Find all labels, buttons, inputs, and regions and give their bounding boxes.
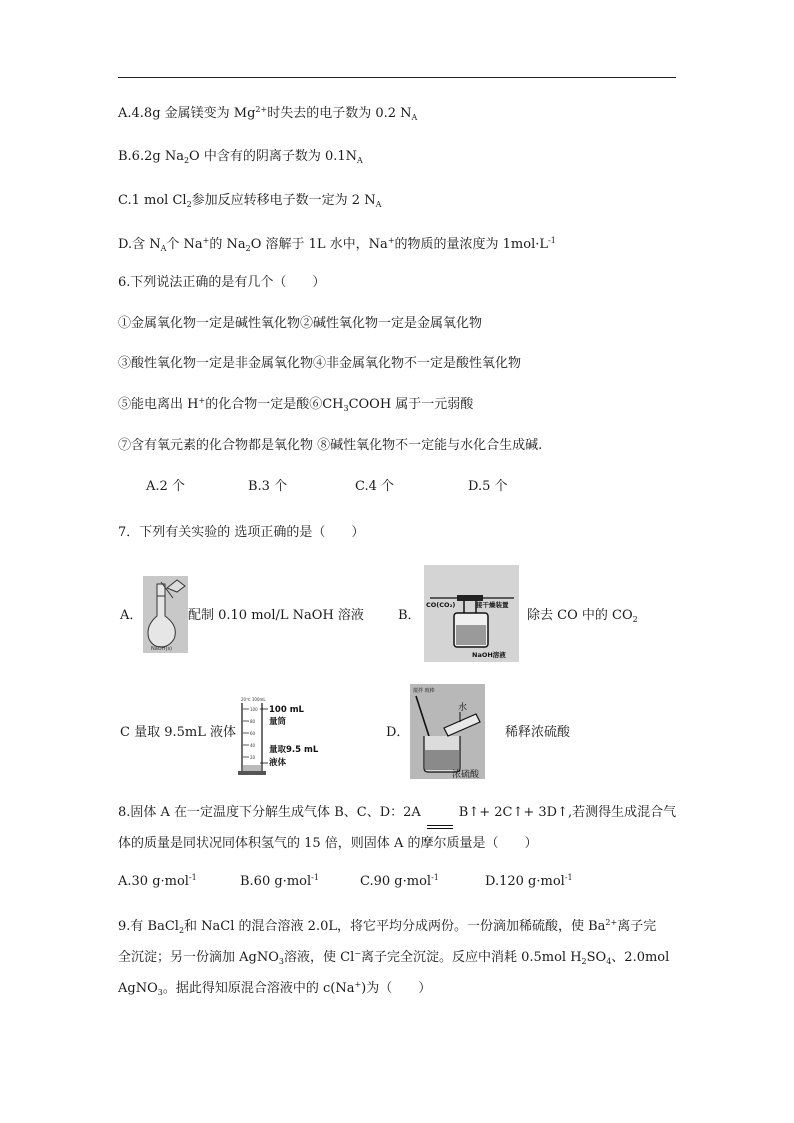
cylinder-tick-20: 20: [250, 755, 256, 760]
q6-statement-4: ⑦含有氧元素的化合物都是氧化物 ⑧碱性氧化物不一定能与水化合生成碱.: [118, 438, 543, 453]
q7-d-label: D．: [386, 725, 410, 740]
q6-statement-1: ①金属氧化物一定是碱性氧化物②碱性氧化物一定是金属氧化物: [118, 316, 483, 331]
q8-option-b: B.60 g·mol$^{-1}$: [240, 873, 319, 889]
q6-statement-3: ⑤能电离出 H+的化合物一定是酸$⑥CH_3COOH$ 属于一元弱酸: [118, 396, 474, 413]
q8-line-1: 8.固体 A 在一定温度下分解生成气体 B、C、D：2A B↑+ 2C↑+ 3D↑,若测得生成混合气: [118, 805, 676, 821]
cylinder-tick-80: 80: [250, 719, 256, 724]
q8-option-c: C.90 g·mol$^{-1}$: [360, 873, 439, 889]
q6-title: 6.下列说法正确的是有几个（ ）: [118, 275, 326, 290]
flask-label: NaOH(s): [151, 646, 173, 652]
water-label: 水: [458, 703, 468, 713]
q6-statement-2: ③酸性氧化物一定是非金属氧化物④非金属氧化物不一定是酸性氧化物: [118, 356, 522, 371]
q5-option-c: C.1 mol $Cl_2$参加反应转移电子数一定为 2 $N_A$: [118, 193, 382, 209]
rod-label: 搅拌 玻棒: [413, 688, 435, 694]
cylinder-measure-label: 量取9.5 mL: [269, 745, 319, 755]
q7-title: 7．下列有关实验的 选项正确的是（ ）: [118, 525, 365, 540]
bottle-inlet-label: CO(CO₂): [426, 601, 456, 609]
q9-line-2: 全沉淀；另一份滴加 AgNO$_3$溶液，使 Cl−离子完全沉淀。反应中消耗 0.5mol $H_2SO_4$、2.0mol: [118, 949, 670, 966]
graduated-cylinder-figure: [238, 695, 336, 777]
q7-b-text: 除去 CO 中的 $CO_2$: [527, 608, 638, 624]
cylinder-liquid-label: 液体: [269, 758, 287, 768]
q8-line-2: 体的质量是同状况同体积氢气的 15 倍，则固体 A 的摩尔质量是（ ）: [118, 836, 538, 851]
q9-line-3: AgNO$_3$。据此得知原混合溶液中的 c(Na+)为（ ）: [118, 980, 432, 997]
q7-b-label: B．: [398, 608, 421, 623]
cylinder-tick-60: 60: [250, 731, 256, 736]
q6-option-d: D.5 个: [468, 479, 508, 494]
bottle-liquid-label: NaOH溶液: [472, 651, 506, 659]
q6-option-b: B.3 个: [248, 479, 288, 494]
cylinder-tick-40: 40: [250, 743, 256, 748]
cylinder-tick-100: 100: [250, 707, 258, 712]
q6-option-a: A.2 个: [146, 479, 185, 494]
q5-option-d: D.含 $N_A$个 Na+的 $Na_2O$ 溶解于 1L 水中，Na+的物质的量浓度为 $1mol\cdot L^{-1}$: [118, 236, 556, 253]
header-rule: [118, 77, 676, 78]
bottle-outlet-label: 接干燥装置: [476, 601, 509, 609]
dilution-figure: [410, 684, 485, 779]
volumetric-flask-figure: [143, 576, 188, 653]
gas-washing-bottle-figure: [424, 565, 519, 662]
q7-d-text: 稀释浓硫酸: [505, 725, 571, 740]
q5-option-a: A.4.8g 金属镁变为 $Mg^{2+}$时失去的电子数为 0.2 $N_A$: [118, 105, 418, 122]
q9-line-1: 9.有 BaCl$_2$和 NaCl 的混合溶液 2.0L，将它平均分成两份。一份滴加稀硫酸，使 $Ba^{2+}$离子完: [118, 918, 657, 935]
q5-option-b: B.6.2g $Na_2O$ 中含有的阴离子数为 $0.1N_A$: [118, 149, 363, 165]
cylinder-volume-label: 100 mL: [269, 705, 304, 715]
q8-option-d: D.120 g·mol$^{-1}$: [485, 873, 573, 889]
acid-label: 浓硫酸: [452, 770, 480, 779]
q7-a-label: A．: [120, 608, 143, 623]
q7-c-text: C 量取 9.5mL 液体: [120, 725, 236, 740]
cylinder-name-label: 量筒: [269, 717, 287, 727]
q6-option-c: C.4 个: [355, 479, 395, 494]
cylinder-top-label: 20℃ 100mL: [241, 697, 266, 702]
q7-a-text: 配制 0.10 mol/L NaOH 溶液: [188, 608, 364, 623]
q8-option-a: A.30 g·mol$^{-1}$: [118, 873, 197, 889]
